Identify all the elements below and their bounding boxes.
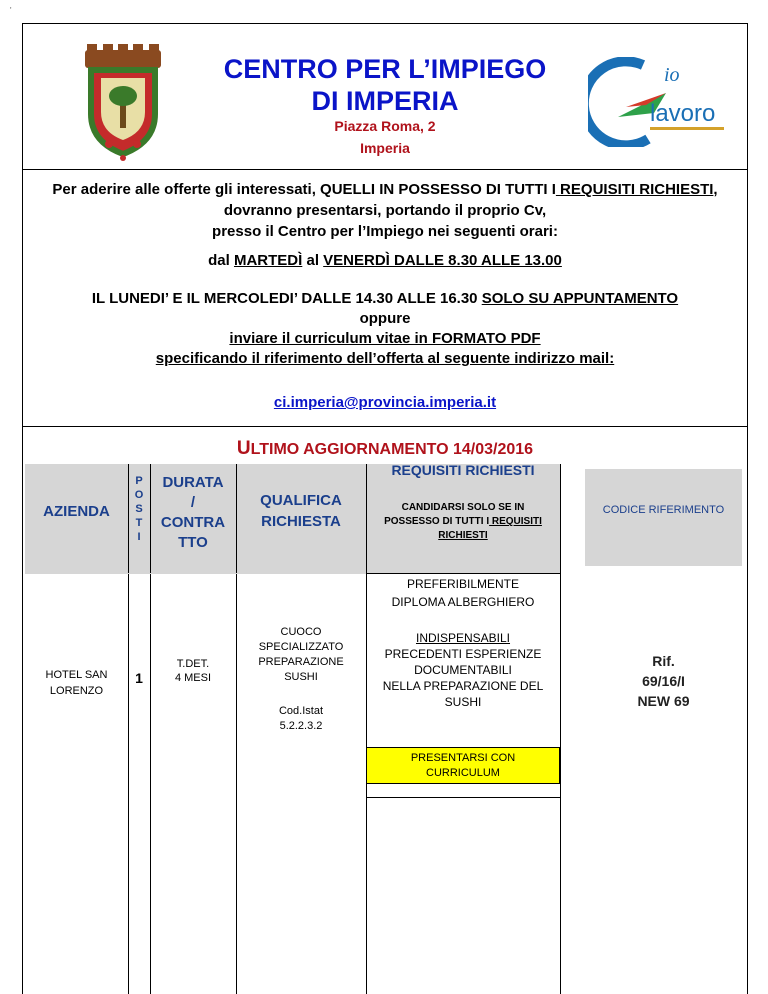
req-preferibilmente: PREFERIBILMENTE DIPLOMA ALBERGHIERO	[391, 577, 535, 609]
codice-header-bg	[585, 469, 742, 566]
present-with-cv-text: PRESENTARSI CON CURRICULUM	[410, 752, 516, 779]
svg-text:lavoro: lavoro	[650, 100, 716, 127]
info-line5: IL LUNEDI’ E IL MERCOLEDI’ DALLE 14.30 ALLE 16.30 SOLO SU APPUNTAMENTO	[91, 290, 679, 307]
info-line4: dal MARTEDÌ al VENERDÌ DALLE 8.30 ALLE 13.00	[208, 252, 562, 269]
page-title-line2: DI IMPERIA	[311, 86, 459, 116]
info-line3: presso il Centro per l’Impiego nei seguenti orari:	[212, 223, 558, 240]
page-title-line1: CENTRO PER L’IMPIEGO	[223, 54, 547, 84]
svg-text:io: io	[664, 64, 680, 86]
header-box	[22, 23, 748, 170]
header-requisiti-note: CANDIDARSI SOLO SE IN POSSESSO DI TUTTI I REQUISITI RICHIESTI	[384, 502, 542, 541]
info-line6: oppure	[359, 310, 411, 327]
info-line7: inviare il curriculum vitae in FORMATO PDF	[229, 330, 541, 347]
info-box	[22, 169, 748, 427]
header-codice: CODICE RIFERIMENTO	[602, 504, 725, 516]
row-durata: T.DET. 4 MESI	[174, 658, 212, 684]
corner-mark: '	[10, 6, 12, 15]
header-qualifica: QUALIFICA RICHIESTA	[260, 492, 342, 530]
info-line8: specificando il riferimento dell’offerta al seguente indirizzo mail:	[155, 350, 615, 367]
row-azienda: HOTEL SAN LORENZO	[45, 669, 108, 697]
info-line1: Per aderire alle offerte gli interessati, QUELLI IN POSSESSO DI TUTTI I REQUISITI RICHIESTI,	[52, 181, 718, 198]
header-requisiti: REQUISITI RICHIESTI	[391, 462, 535, 478]
row-qualifica: CUOCO SPECIALIZZATO PREPARAZIONE SUSHI	[258, 626, 344, 683]
header-durata: DURATA / CONTRA TTO	[160, 474, 226, 551]
req-indispensabili: INDISPENSABILI PRECEDENTI ESPERIENZE DOCUMENTABILI NELLA PREPARAZIONE DEL SUSHI	[382, 631, 544, 709]
row-posti: 1	[135, 670, 143, 686]
contact-email[interactable]	[23, 394, 747, 411]
header-posti: P O S T I	[134, 475, 144, 543]
row-istat-code: Cod.Istat 5.2.2.3.2	[278, 705, 324, 732]
address-line2: Imperia	[360, 140, 410, 156]
address-line1: Piazza Roma, 2	[334, 118, 436, 134]
job-offers-table	[22, 426, 748, 994]
header-azienda: AZIENDA	[43, 503, 110, 520]
info-line2: dovranno presentarsi, portando il proprio Cv,	[223, 202, 547, 219]
row-codice-riferimento: Rif. 69/16/I NEW 69	[637, 653, 690, 709]
io-lavoro-logo-icon	[588, 57, 738, 147]
email-link[interactable]: ci.imperia@provincia.imperia.it	[273, 394, 497, 411]
last-update-label: ULTIMO AGGIORNAMENTO 14/03/2016	[236, 438, 534, 459]
